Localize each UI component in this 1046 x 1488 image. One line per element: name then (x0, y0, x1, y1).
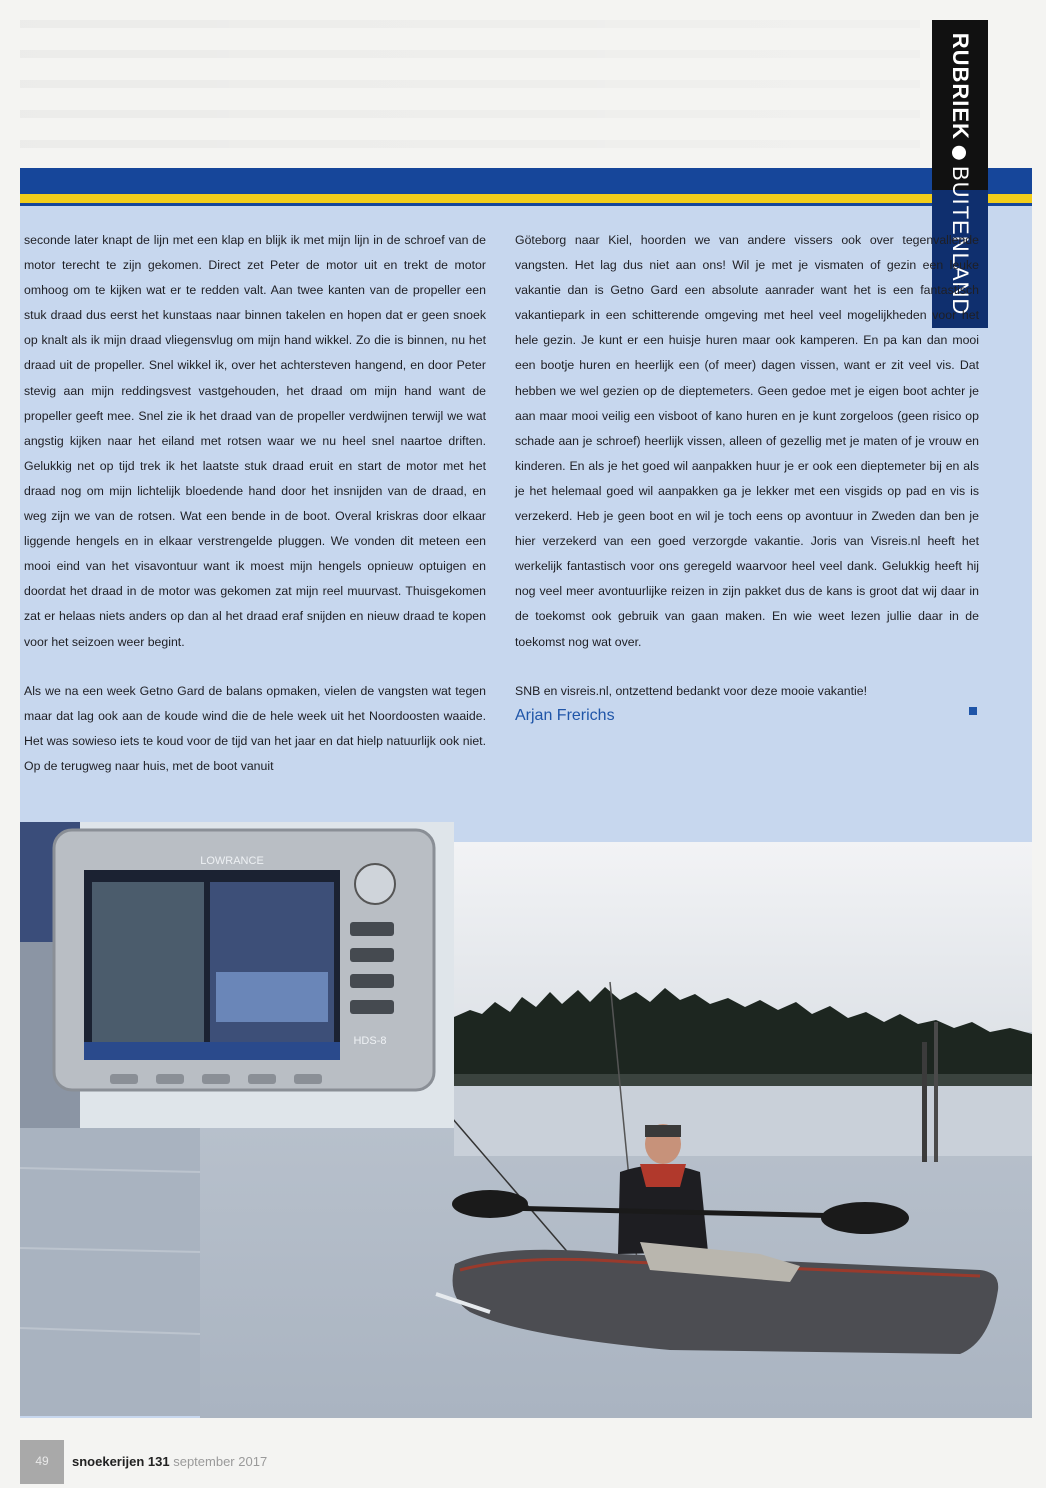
sonar-brand: LOWRANCE (200, 855, 264, 867)
water-photo (20, 1128, 200, 1416)
article-column-left (24, 228, 486, 779)
author-signature: Arjan Frerichs (515, 706, 615, 724)
header-bar-blue (20, 168, 1032, 194)
sonar-photo-image (20, 822, 454, 1128)
sonar-photo (20, 822, 454, 1128)
header-bar-yellow (20, 194, 1032, 203)
rubriek-word: RUBRIEK (948, 32, 973, 140)
paragraph: Als we na een week Getno Gard de balans opmaken, vielen de vangsten wat tegen maar dat lag ook aan de koude wind die de hele week uit het Noordoosten waaide. Het was sowieso iets te koud voor de tijd van het jaar en dat hielp natuurlijk ook niet. Op de terugweg naar huis, met de boot vanuit (24, 683, 486, 773)
issue-date: september 2017 (173, 1454, 268, 1469)
paragraph: Göteborg naar Kiel, hoorden we van andere vissers ook over tegenvallende vangsten. Het lag dus niet aan ons! Wil je met je vismaten of gezin een leuke vakantie dan is Getno Gard een absolute aanrader want het is een fantastisch vakantiepark in een schitterende omgeving met heel veel mogelijkheden voor het hele gezin. Je kunt er een huisje huren maar ook kamperen. En pa kan dan mooi een bootje huren en heerlijk een (of meer) dagen vissen, want er zit veel vis. Dat hebben we wel gezien op de dieptemeters. Geen gedoe met je eigen boot achter je aan maar mooi veilig een visboot of kano huren en je kunt zorgeloos (geen risico op schade aan je schroef) heerlijk vissen, alleen of gezellig met je maten of je vrouw en kinderen. En als je het goed wil aanpakken huur je er ook een dieptemeter bij en als je het helemaal goed wil aanpakken ga je lekker met een visgids op pad en vis is verzekerd. Heb je geen boot en wil je toch eens op avontuur in Zweden dan ben je hier verzekerd van een goed verzorgde vakantie. Joris van Visreis.nl heeft het werkelijk fantastisch voor ons geregeld waarvoor heel veel dank. Gelukkig heeft hij nog veel meer avontuurlijke reizen in zijn pakket dus de kans is groot dat wij daar in de toekomst ook gebruik van gaan maken. En wie weet lezen jullie daar in de toekomst nog wat over. (515, 233, 979, 649)
magazine-name: snoekerijen (72, 1454, 145, 1469)
rubriek-dot-icon (952, 146, 966, 160)
article-column-right (515, 228, 979, 728)
issue-number: 131 (147, 1454, 170, 1469)
page-number: 49 (35, 1454, 49, 1468)
water-photo-image (20, 1128, 200, 1416)
rubriek-section: BUITENLAND (948, 165, 973, 316)
paragraph: seconde later knapt de lijn met een klap en blijk ik met mijn lijn in de schroef van de motor terecht te zijn gekomen. Direct zet Peter de motor uit en trekt de motor omhoog om te kijken wat er te redden valt. Aan twee kanten van de propeller een stuk draad dus eerst het kunstaas naar binnen takelen en hopen dat er geen snoek op knalt als ik mijn draad vliegensvlug om mijn hand wikkel. Zo die is binnen, nu het draad uit de propeller. Snel wikkel ik, over het achtersteven hangend, en door Peter stevig aan mijn reddingsvest vastgehouden, het draad om mijn hand want de propeller geeft mee. Snel zie ik het draad van de propeller verdwijnen terwijl we wat angstig kijken naar het eiland met rotsen waar we nu heel snel naartoe driften. Gelukkig net op tijd trek ik het laatste stuk draad eruit en start de motor met het draad nog om mijn lichtelijk bloedende hand door het insnijden van de draad, en weg zijn we van de rotsen. Wat een bende in de boot. Overal kriskras door elkaar liggende hengels en in elkaar verstrengelde pluggen. We vonden dit meteen een mooi eind van het visavontuur want ik moest mijn hengels opnieuw optuigen en doordat het draad in de motor was gekomen zat mijn reel muurvast. Thuisgekomen zat er helaas niets anders op dan al het draad eraf snijden en nieuw draad te kopen voor het seizoen weer begint. (24, 233, 486, 649)
sonar-model: HDS-8 (353, 1035, 387, 1047)
bleed-through-text (20, 20, 920, 160)
header-bar-line (20, 203, 1032, 206)
magazine-footer (72, 1454, 267, 1469)
thanks-line: SNB en visreis.nl, ontzettend bedankt voor deze mooie vakantie! (515, 683, 868, 698)
end-mark-icon (969, 707, 977, 715)
